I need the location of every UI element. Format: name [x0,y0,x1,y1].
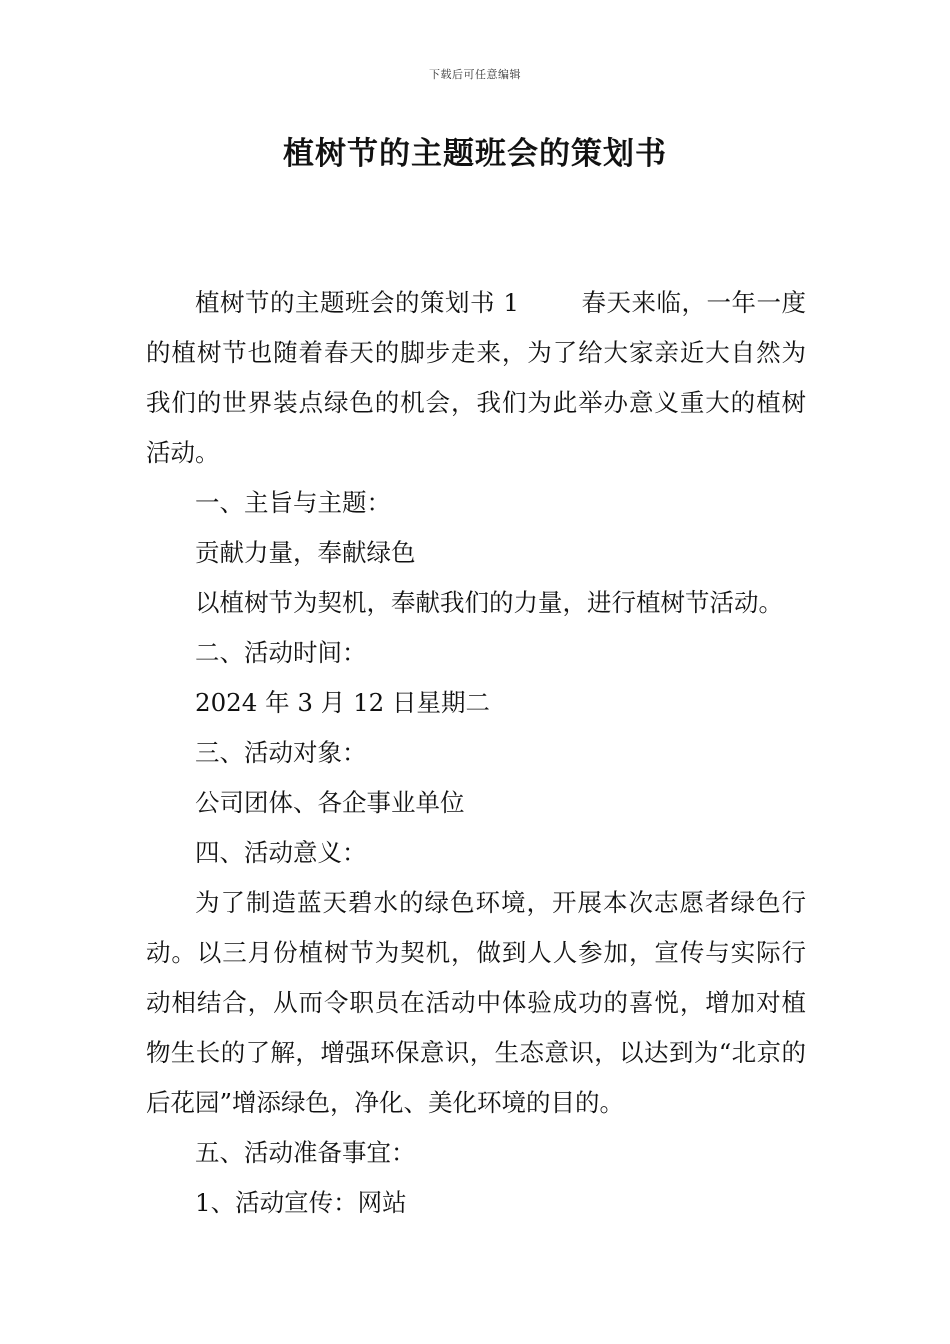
section-heading-preparation: 五、活动准备事宜： [195,1138,416,1167]
document-title: 植树节的主题班会的策划书 [283,136,667,172]
section-heading-purpose: 一、主旨与主题： [195,488,391,517]
header-note: 下载后可任意编辑 [429,68,521,81]
intro-text: 春天来临，一年一度的植树节也随着春天的脚步走来，为了给大家亲近大自然为我们的世界装点绿色的机会，我们为此举办意义重大的植树活动。 [146,288,807,467]
section-heading-time: 二、活动时间： [195,638,367,667]
theme-text: 贡献力量，奉献绿色 [195,538,416,567]
preparation-item-1: 1、活动宣传：网站 [195,1188,407,1217]
activity-date: 2024 年 3 月 12 日星期二 [195,688,491,717]
audience-text: 公司团体、各企事业单位 [195,788,465,817]
section-heading-audience: 三、活动对象： [195,738,367,767]
intro-lead: 植树节的主题班会的策划书 1 [195,288,519,317]
section-heading-significance: 四、活动意义： [195,838,367,867]
purpose-text: 以植树节为契机，奉献我们的力量，进行植树节活动。 [195,588,783,617]
intro-paragraph [146,278,806,478]
document-body [146,278,806,1228]
significance-text: 为了制造蓝天碧水的绿色环境，开展本次志愿者绿色行动。以三月份植树节为契机，做到人人参加，宣传与实际行动相结合，从而令职员在活动中体验成功的喜悦，增加对植物生长的了解，增强环保意识，生态意识，以达到为“北京的后花园”增添绿色，净化、美化环境的目的。 [146,888,806,1117]
